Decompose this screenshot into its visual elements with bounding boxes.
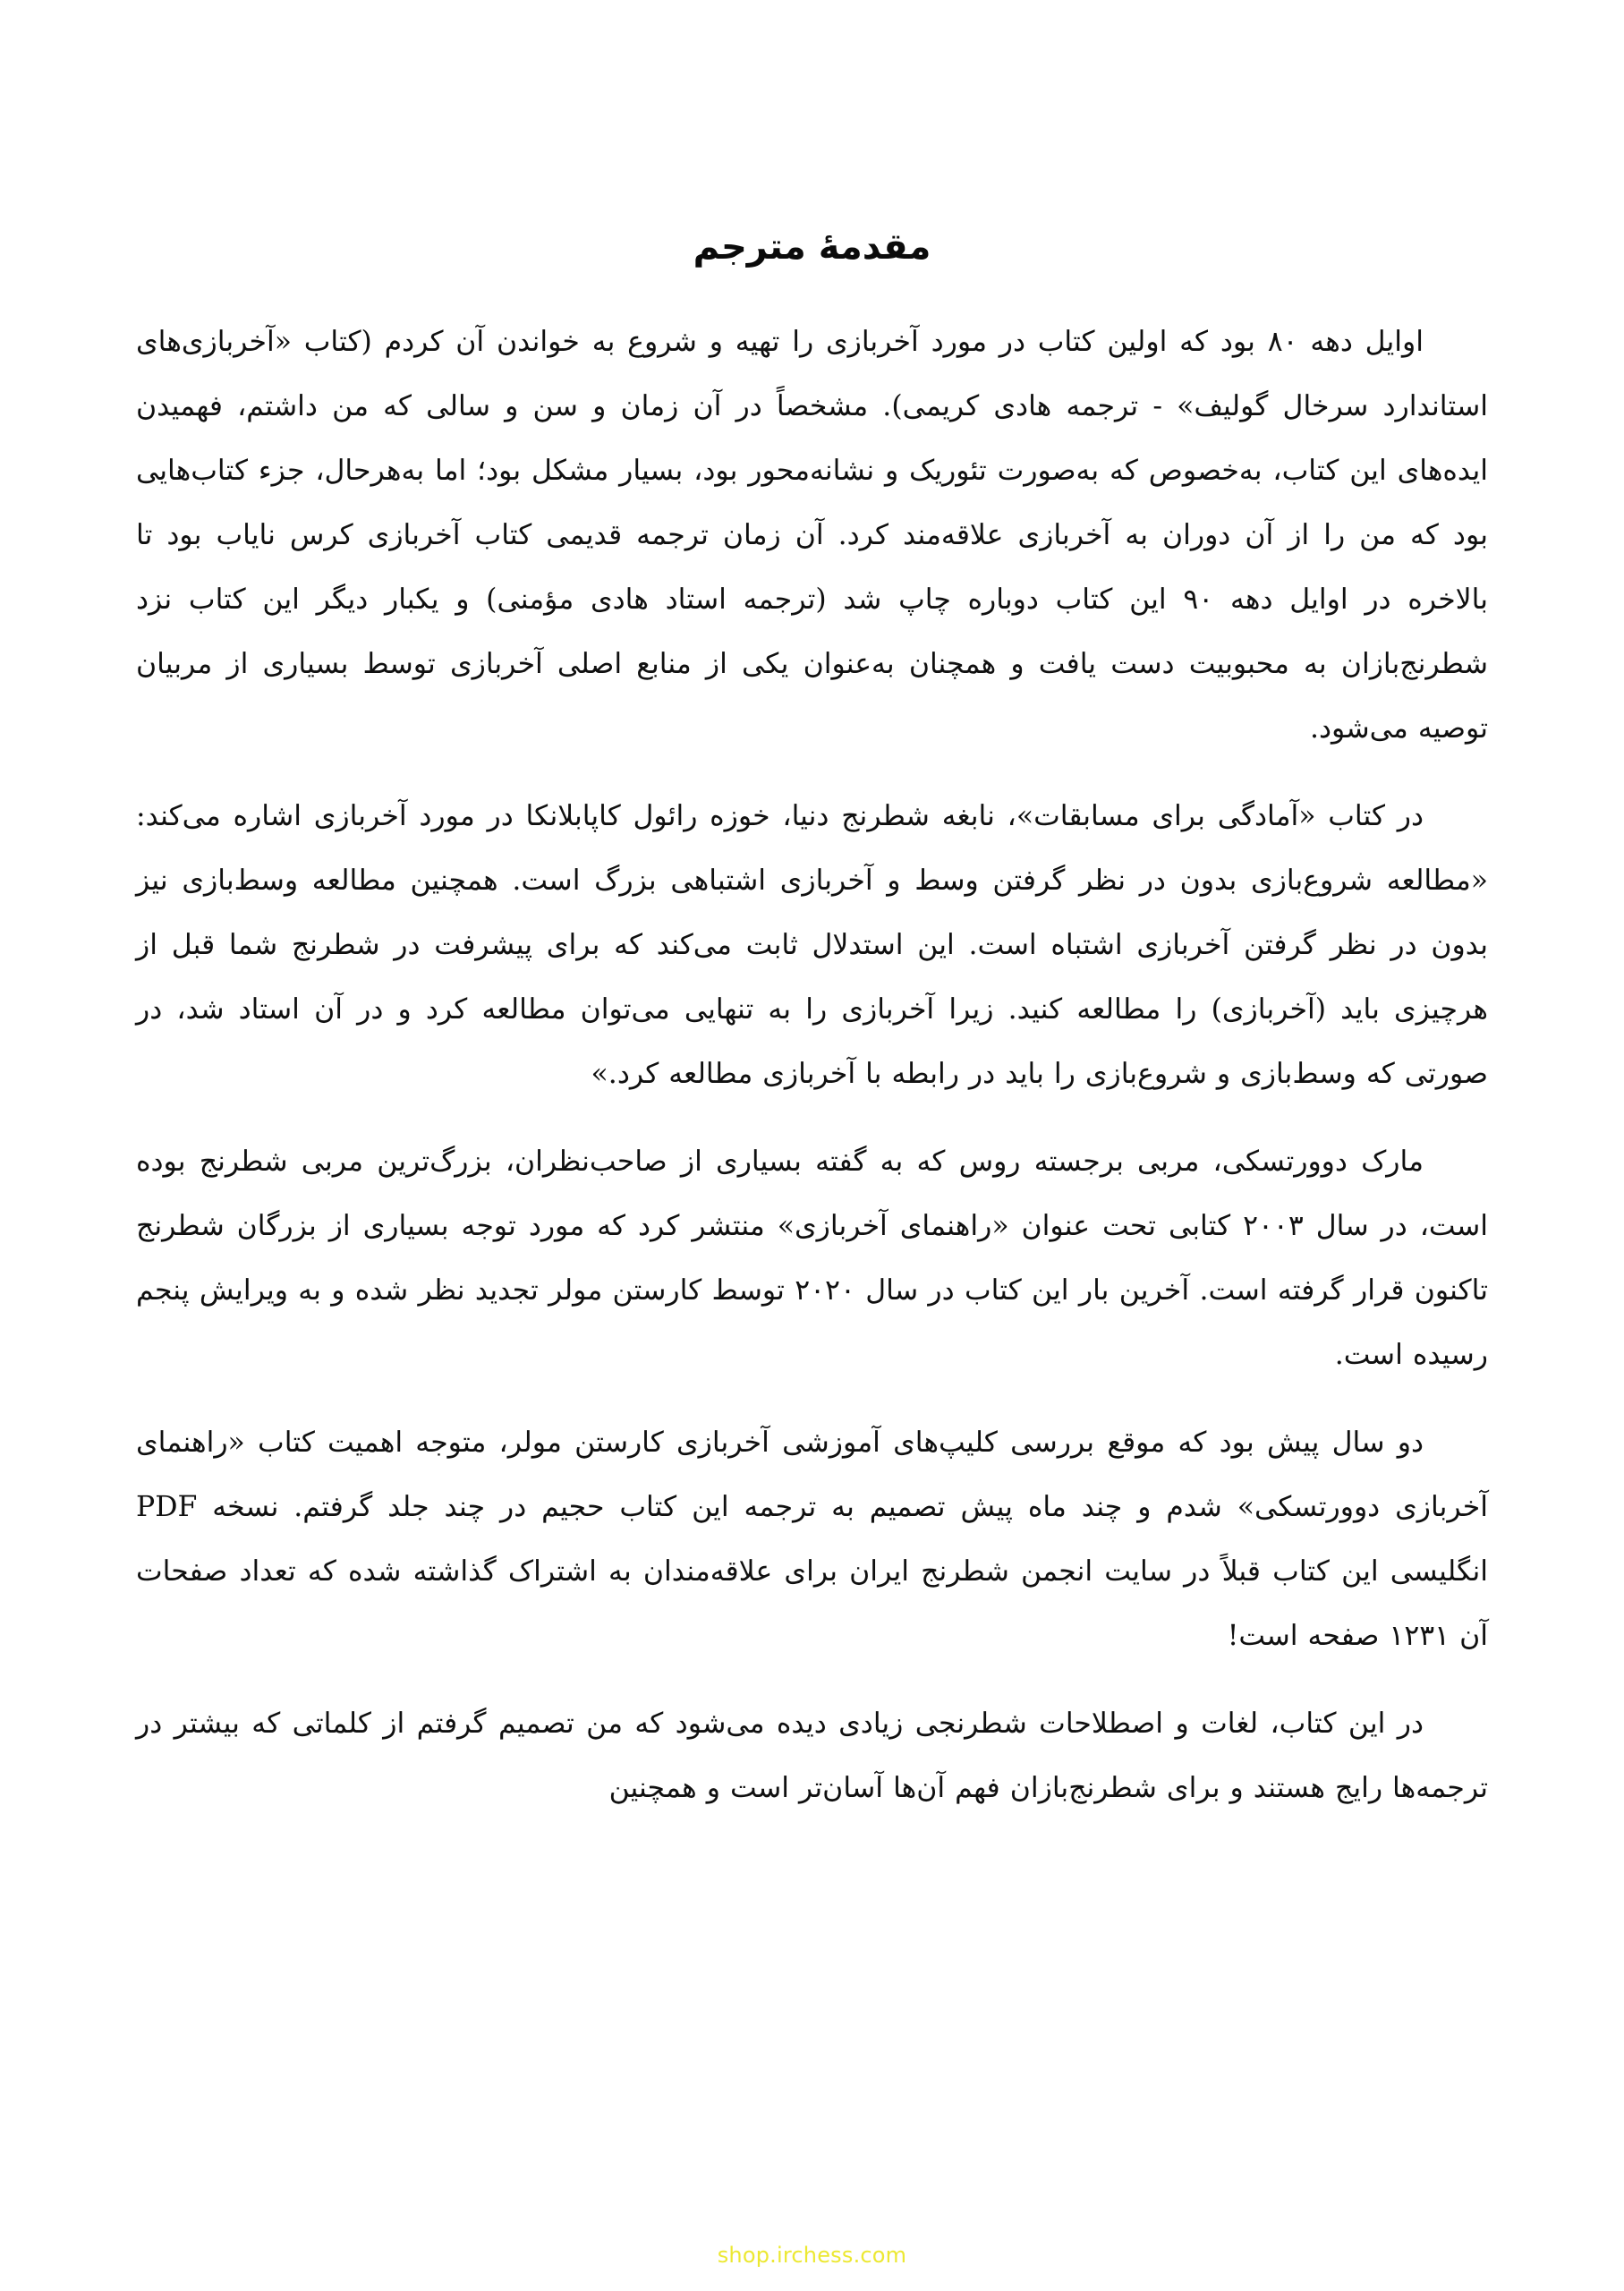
footer-watermark: shop.irchess.com	[717, 2243, 907, 2268]
paragraph-3: مارک دوورتسکی، مربی برجسته روس که به گفته بسیاری از صاحب‌نظران، بزرگ‌ترین مربی شطرنج بوده است، در سال ۲۰۰۳ کتابی تحت عنوان «راهنمای آخربازی» منتشر کرد که مورد توجه بسیاری از بزرگان شطرنج تاکنون قرار گرفته است. آخرین بار این کتاب در سال ۲۰۲۰ توسط کارستن مولر تجدید نظر شده و به ویرایش پنجم رسیده است.	[136, 1146, 1488, 1371]
paragraph-1: اوایل دهه ۸۰ بود که اولین کتاب در مورد آخربازی را تهیه و شروع به خواندن آن کردم (کتاب «آخربازی‌های استاندارد سرخال گولیف» - ترجمه هادی کریمی). مشخصاً در آن زمان و سن و سالی که من داشتم، فهمیدن ایده‌های این کتاب، به‌خصوص که به‌صورت تئوریک و نشانه‌محور بود، بسیار مشکل بود؛ اما به‌هرحال، جزء کتاب‌هایی بود که من را از آن دوران به آخربازی علاقه‌مند کرد. آن زمان ترجمه قدیمی کتاب آخربازی کرس نایاب بود تا بالاخره در اوایل دهه ۹۰ این کتاب دوباره چاپ شد (ترجمه استاد هادی مؤمنی) و یکبار دیگر این کتاب نزد شطرنج‌بازان به محبوبیت دست یافت و همچنان به‌عنوان یکی از منابع اصلی آخربازی توسط بسیاری از مربیان توصیه می‌شود.	[136, 326, 1488, 745]
paragraph-4: دو سال پیش بود که موقع بررسی کلیپ‌های آموزشی آخربازی کارستن مولر، متوجه اهمیت کتاب «راهنمای آخربازی دوورتسکی» شدم و چند ماه پیش تصمیم به ترجمه این کتاب حجیم در چند جلد گرفتم. نسخه PDF انگلیسی این کتاب قبلاً در سایت انجمن شطرنج ایران برای علاقه‌مندان به اشتراک گذاشته شده که تعداد صفحات آن ۱۲۳۱ صفحه است!	[136, 1427, 1488, 1652]
paragraph-2: در کتاب «آمادگی برای مسابقات»، نابغه شطرنج دنیا، خوزه رائول کاپابلانکا در مورد آخربازی اشاره می‌کند: «مطالعه شروع‌بازی بدون در نظر گرفتن وسط و آخربازی اشتباهی بزرگ است. همچنین مطالعه وسط‌بازی نیز بدون در نظر گرفتن آخربازی اشتباه است. این استدلال ثابت می‌کند که برای پیشرفت در شطرنج شما قبل از هرچیزی باید (آخربازی) را مطالعه کنید. زیرا آخربازی را به تنهایی می‌توان مطالعه کرد و در آن استاد شد، در صورتی که وسط‌بازی و شروع‌بازی را باید در رابطه با آخربازی مطالعه کرد.»	[136, 800, 1488, 1090]
page-title: مقدمهٔ مترجم	[693, 226, 931, 268]
page-content	[136, 224, 1488, 1820]
body-text	[136, 310, 1488, 1820]
paragraph-5: در این کتاب، لغات و اصطلاحات شطرنجی زیادی دیده می‌شود که من تصمیم گرفتم از کلماتی که بیشتر در ترجمه‌ها رایج هستند و برای شطرنج‌بازان فهم آن‌ها آسان‌تر است و همچنین	[136, 1708, 1488, 1804]
